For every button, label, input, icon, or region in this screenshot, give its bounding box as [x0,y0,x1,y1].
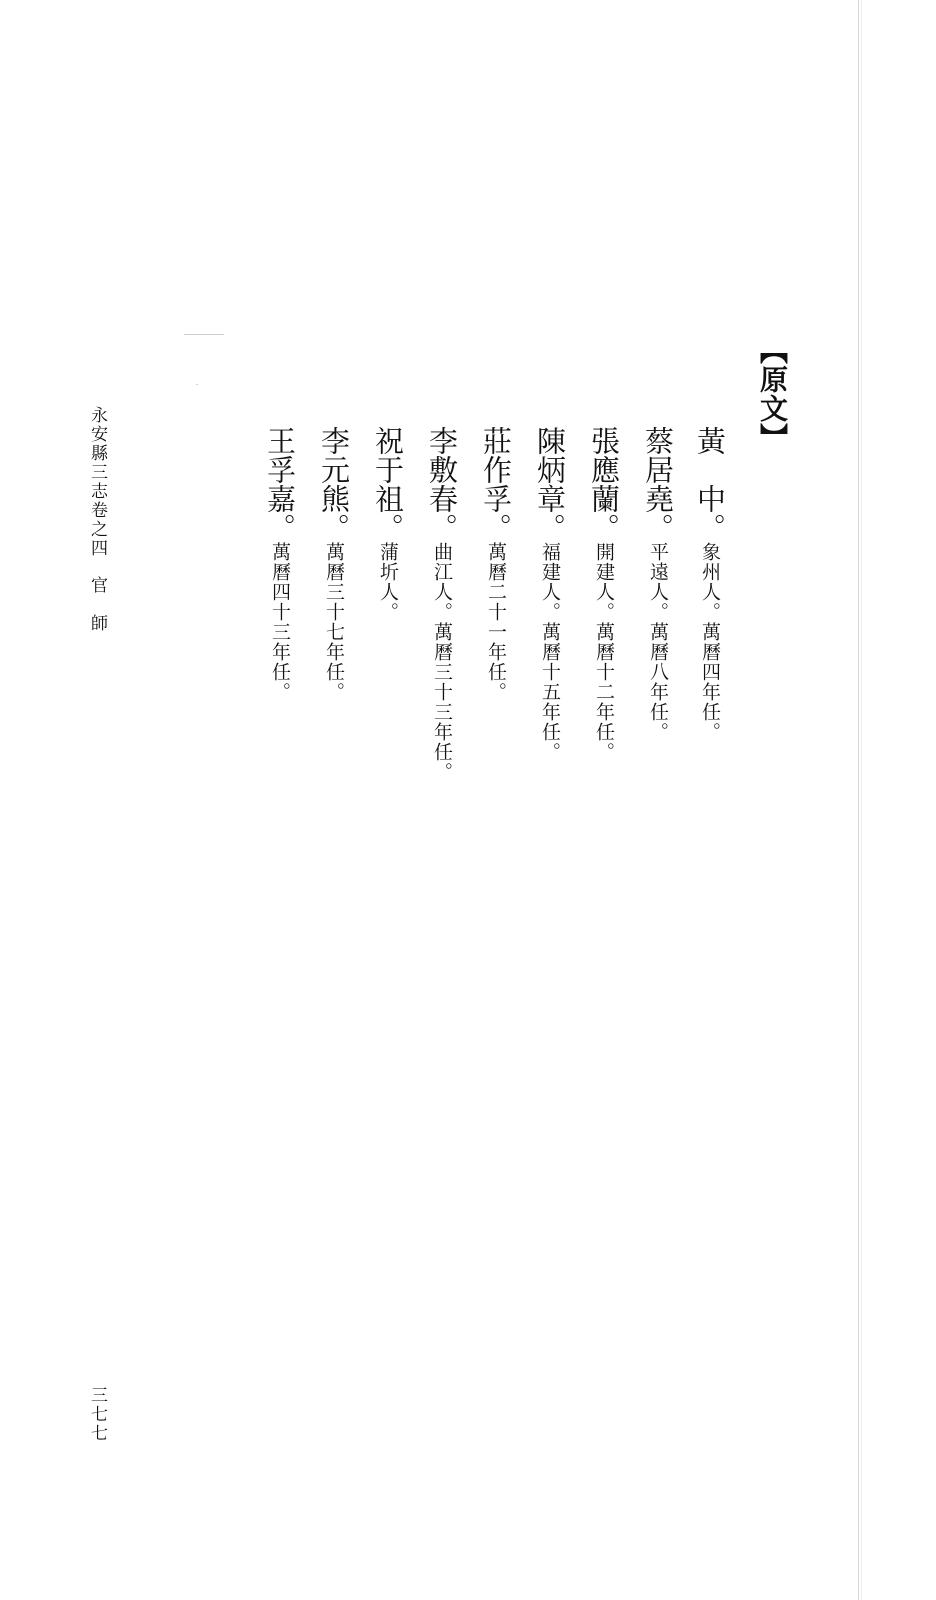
official-note: 萬曆四十三年任。 [269,542,291,702]
official-entry-6 [424,426,460,782]
official-name: 李元熊。 [317,426,351,542]
official-note: 福建人。萬曆十五年任。 [539,542,561,762]
official-note: 開建人。萬曆十二年任。 [593,542,615,762]
official-note: 曲江人。萬曆三十三年任。 [431,542,453,782]
official-name: 陳炳章。 [533,426,567,542]
official-entry-3 [586,426,622,762]
official-name: 李敷春。 [425,426,459,542]
official-name: 祝于祖。 [371,426,405,542]
official-entry-5 [478,426,514,702]
official-entry-8 [316,426,352,702]
official-note: 蒲圻人。 [377,542,399,622]
official-entry-2 [640,426,676,742]
scan-speck [196,384,198,385]
section-heading: 【原文】 [756,336,789,452]
official-entry-7 [370,426,406,622]
official-name: 莊作孚。 [479,426,513,542]
official-name: 張應蘭。 [587,426,621,542]
official-name: 黃 中。 [693,426,727,542]
official-note: 象州人。萬曆四年任。 [699,542,721,742]
official-note: 萬曆二十一年任。 [485,542,507,702]
page-edge-line [858,0,859,1600]
official-name: 王孚嘉。 [263,426,297,542]
official-entry-9 [262,426,298,702]
running-head-book: 永安縣三志卷之四 [87,406,107,558]
running-head [86,406,110,633]
official-entry-1 [692,426,728,742]
running-head-section: 官 師 [87,576,107,633]
official-note: 平遠人。萬曆八年任。 [647,542,669,742]
official-name: 蔡居堯。 [641,426,675,542]
page-number: 三七七 [87,1386,107,1443]
official-note: 萬曆三十七年任。 [323,542,345,702]
official-entry-4 [532,426,568,762]
scan-speck [184,334,224,335]
page-edge-line-shadow [861,0,862,1600]
